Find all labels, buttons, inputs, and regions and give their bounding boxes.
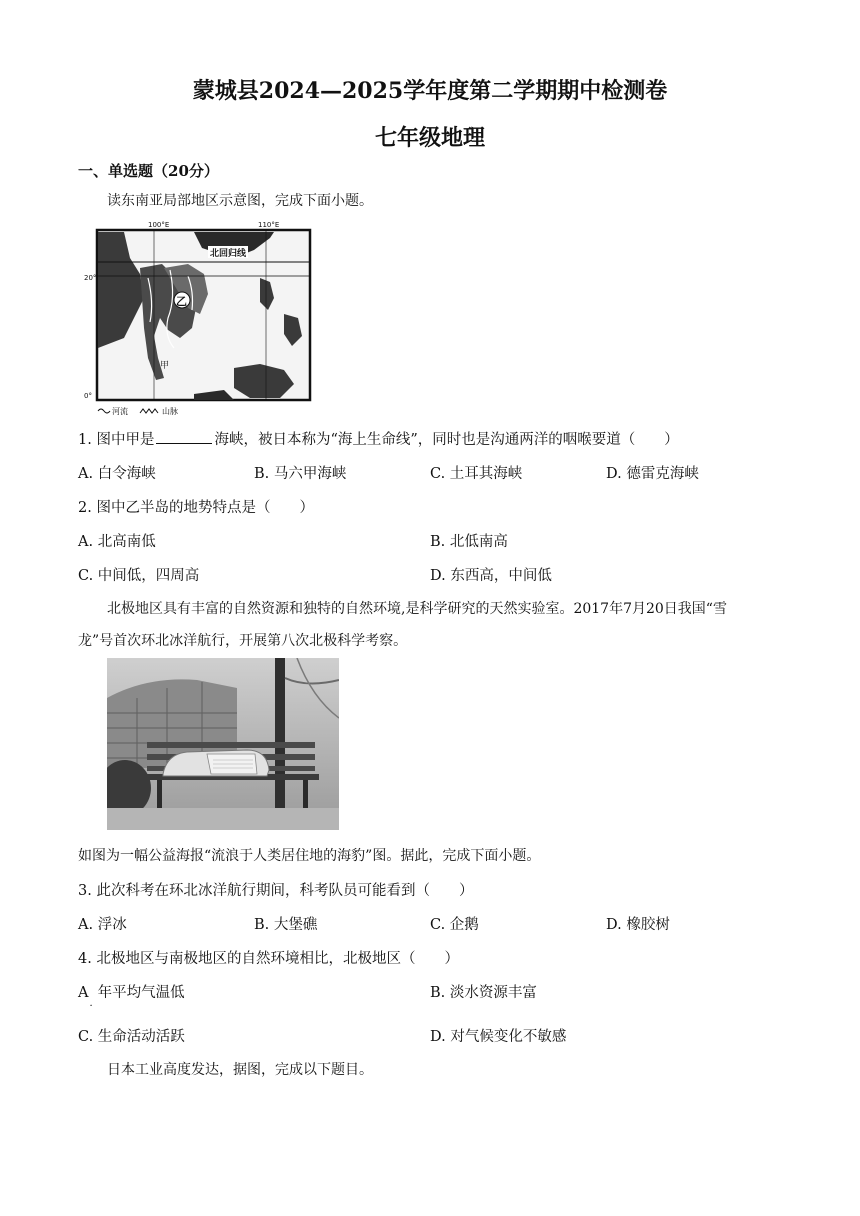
q3-option-b: B. 大堡礁 [254,917,318,933]
page-subtitle: 七年级地理 [374,125,485,151]
q4-option-a-letter: A [78,985,89,1001]
question-1-stem [78,428,679,449]
group2-intro-line2: 龙”号首次环北冰洋航行，开展第八次北极科学考察。 [78,633,408,649]
page-title: 蒙城县2024—2025学年度第二学期期中检测卷 [192,78,668,104]
q4-option-a [78,981,185,1012]
question-3-stem: 3. 此次科考在环北冰洋航行期间，科考队员可能看到（ ） [78,883,474,899]
q1-stem-start: 1. 图中甲是 [78,432,155,448]
q4-option-a-text: 年平均气温低 [97,985,185,1001]
map-lon-right: 110°E [258,221,280,229]
option-dot: · [89,1001,93,1012]
q4-option-c: C. 生命活动活跃 [78,1029,185,1045]
q1-blank [156,429,212,444]
q1-option-d: D. 德雷克海峡 [606,466,699,482]
q1-option-a: A. 白令海峡 [78,466,156,482]
legend-river-label: 河流 [112,407,128,416]
q2-option-b: B. 北低南高 [430,534,508,550]
q4-option-b: B. 淡水资源丰富 [430,985,537,1001]
map-lat-top: 20° [84,274,97,282]
seal-poster-image [107,658,339,830]
question-2-stem: 2. 图中乙半岛的地势特点是（ ） [78,500,314,516]
question-4-stem: 4. 北极地区与南极地区的自然环境相比，北极地区（ ） [78,951,459,967]
section-heading: 一、单选题（20分） [78,162,219,180]
map-region-yi: 乙 [176,295,187,308]
q2-option-a: A. 北高南低 [78,534,156,550]
poster-svg [107,658,339,830]
q3-option-a: A. 浮冰 [78,917,127,933]
map-svg [84,218,314,418]
group2-intro-line1: 北极地区具有丰富的自然资源和独特的自然环境,是科学研究的天然实验室。2017年7月20日我国“雪 [107,601,727,617]
q1-option-c: C. 土耳其海峡 [430,466,523,482]
group3-intro: 日本工业高度发达，据图，完成以下题目。 [107,1062,373,1078]
q1-stem-end: 海峡，被日本称为“海上生命线”，同时也是沟通两洋的咽喉要道（ ） [214,432,679,448]
poster-caption: 如图为一幅公益海报“流浪于人类居住地的海豹”图。据此，完成下面小题。 [78,848,541,864]
map-region-jia: 甲 [160,361,170,371]
map-tropic-label: 北回归线 [210,249,247,259]
q3-option-c: C. 企鹅 [430,917,479,933]
q4-option-d: D. 对气候变化不敏感 [430,1029,567,1045]
q3-option-d: D. 橡胶树 [606,917,670,933]
legend-mountain-label: 山脉 [162,407,178,416]
q2-option-d: D. 东西高，中间低 [430,568,552,584]
southeast-asia-map [84,218,314,418]
q1-option-b: B. 马六甲海峡 [254,466,347,482]
map-lat-bottom: 0° [84,392,92,400]
map-lon-left: 100°E [148,221,170,229]
q2-option-c: C. 中间低，四周高 [78,568,200,584]
group1-intro: 读东南亚局部地区示意图，完成下面小题。 [107,193,373,209]
